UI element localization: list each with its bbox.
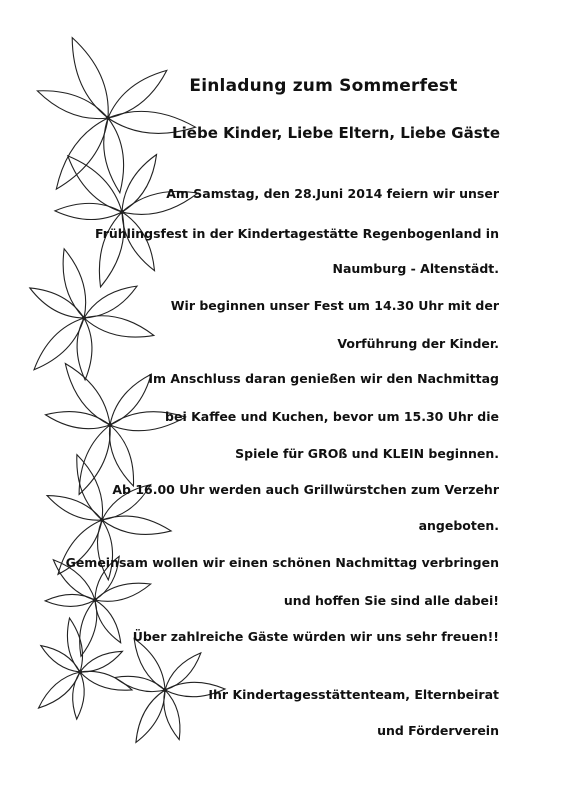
petal-stroke bbox=[134, 639, 165, 690]
petal-stroke bbox=[99, 212, 123, 287]
petal-stroke bbox=[41, 646, 80, 672]
petal-stroke bbox=[77, 455, 103, 520]
petal-stroke bbox=[122, 212, 155, 271]
petal-stroke bbox=[164, 690, 180, 740]
body-line: Über zahlreiche Gäste würden wir uns sehr freuen!! bbox=[132, 629, 499, 644]
flower-center bbox=[163, 688, 167, 692]
petal-stroke bbox=[80, 651, 123, 672]
flower-center bbox=[82, 316, 86, 320]
body-line: Ihr Kindertagesstättenteam, Elternbeirat bbox=[208, 687, 499, 702]
body-line: Im Anschluss daran genießen wir den Nachmittag bbox=[148, 371, 499, 386]
petal-stroke bbox=[77, 318, 92, 380]
petal-stroke bbox=[136, 690, 165, 742]
petal-stroke bbox=[47, 496, 102, 521]
flower-doodle bbox=[30, 249, 154, 380]
body-line: bei Kaffee und Kuchen, bevor um 15.30 Uhr die bbox=[165, 409, 499, 424]
greeting-line: Liebe Kinder, Liebe Eltern, Liebe Gäste bbox=[172, 124, 500, 142]
petal-stroke bbox=[84, 316, 154, 337]
body-line: Gemeinsam wollen wir einen schönen Nachmittag verbringen bbox=[65, 555, 499, 570]
petal-stroke bbox=[102, 516, 171, 534]
petal-stroke bbox=[115, 676, 165, 691]
body-line: und Förderverein bbox=[377, 723, 499, 738]
body-line: und hoffen Sie sind alle dabei! bbox=[283, 593, 499, 608]
body-line: Spiele für GROß und KLEIN beginnen. bbox=[235, 446, 499, 461]
flower-doodle bbox=[37, 38, 195, 193]
body-line: angeboten. bbox=[418, 518, 499, 533]
body-line: Naumburg - Altenstädt. bbox=[332, 261, 499, 276]
flower-center bbox=[106, 116, 110, 120]
petal-stroke bbox=[80, 671, 132, 690]
petal-stroke bbox=[109, 425, 133, 486]
body-line: Vorführung der Kinder. bbox=[337, 336, 499, 351]
petal-stroke bbox=[56, 118, 108, 189]
petal-stroke bbox=[63, 249, 86, 318]
flower-center bbox=[108, 423, 112, 427]
flower-center bbox=[78, 670, 82, 674]
flower-center bbox=[100, 518, 104, 522]
body-line: Wir beginnen unser Fest um 14.30 Uhr mit der bbox=[170, 298, 499, 313]
petal-stroke bbox=[165, 653, 201, 690]
petal-stroke bbox=[73, 672, 85, 719]
petal-stroke bbox=[104, 118, 124, 193]
petal-stroke bbox=[79, 425, 110, 494]
invitation-title: Einladung zum Sommerfest bbox=[189, 76, 458, 96]
petal-stroke bbox=[84, 286, 137, 318]
petal-stroke bbox=[30, 288, 84, 318]
body-line: Am Samstag, den 28.Juni 2014 feiern wir unser bbox=[166, 186, 499, 201]
petal-stroke bbox=[38, 672, 80, 708]
flower-doodle bbox=[38, 618, 132, 719]
flower-center bbox=[120, 210, 124, 214]
petal-stroke bbox=[45, 412, 110, 429]
petal-stroke bbox=[45, 594, 95, 606]
petal-stroke bbox=[122, 155, 157, 212]
petal-stroke bbox=[110, 374, 151, 425]
body-line: Ab 16.00 Uhr werden auch Grillwürstchen zum Verzehr bbox=[112, 482, 499, 497]
body-line: Frühlingsfest in der Kindertagestätte Regenbogenland in bbox=[94, 226, 499, 241]
petal-stroke bbox=[55, 203, 122, 219]
petal-stroke bbox=[95, 583, 151, 601]
flower-center bbox=[93, 598, 97, 602]
petal-stroke bbox=[95, 600, 121, 643]
petal-stroke bbox=[34, 318, 84, 370]
